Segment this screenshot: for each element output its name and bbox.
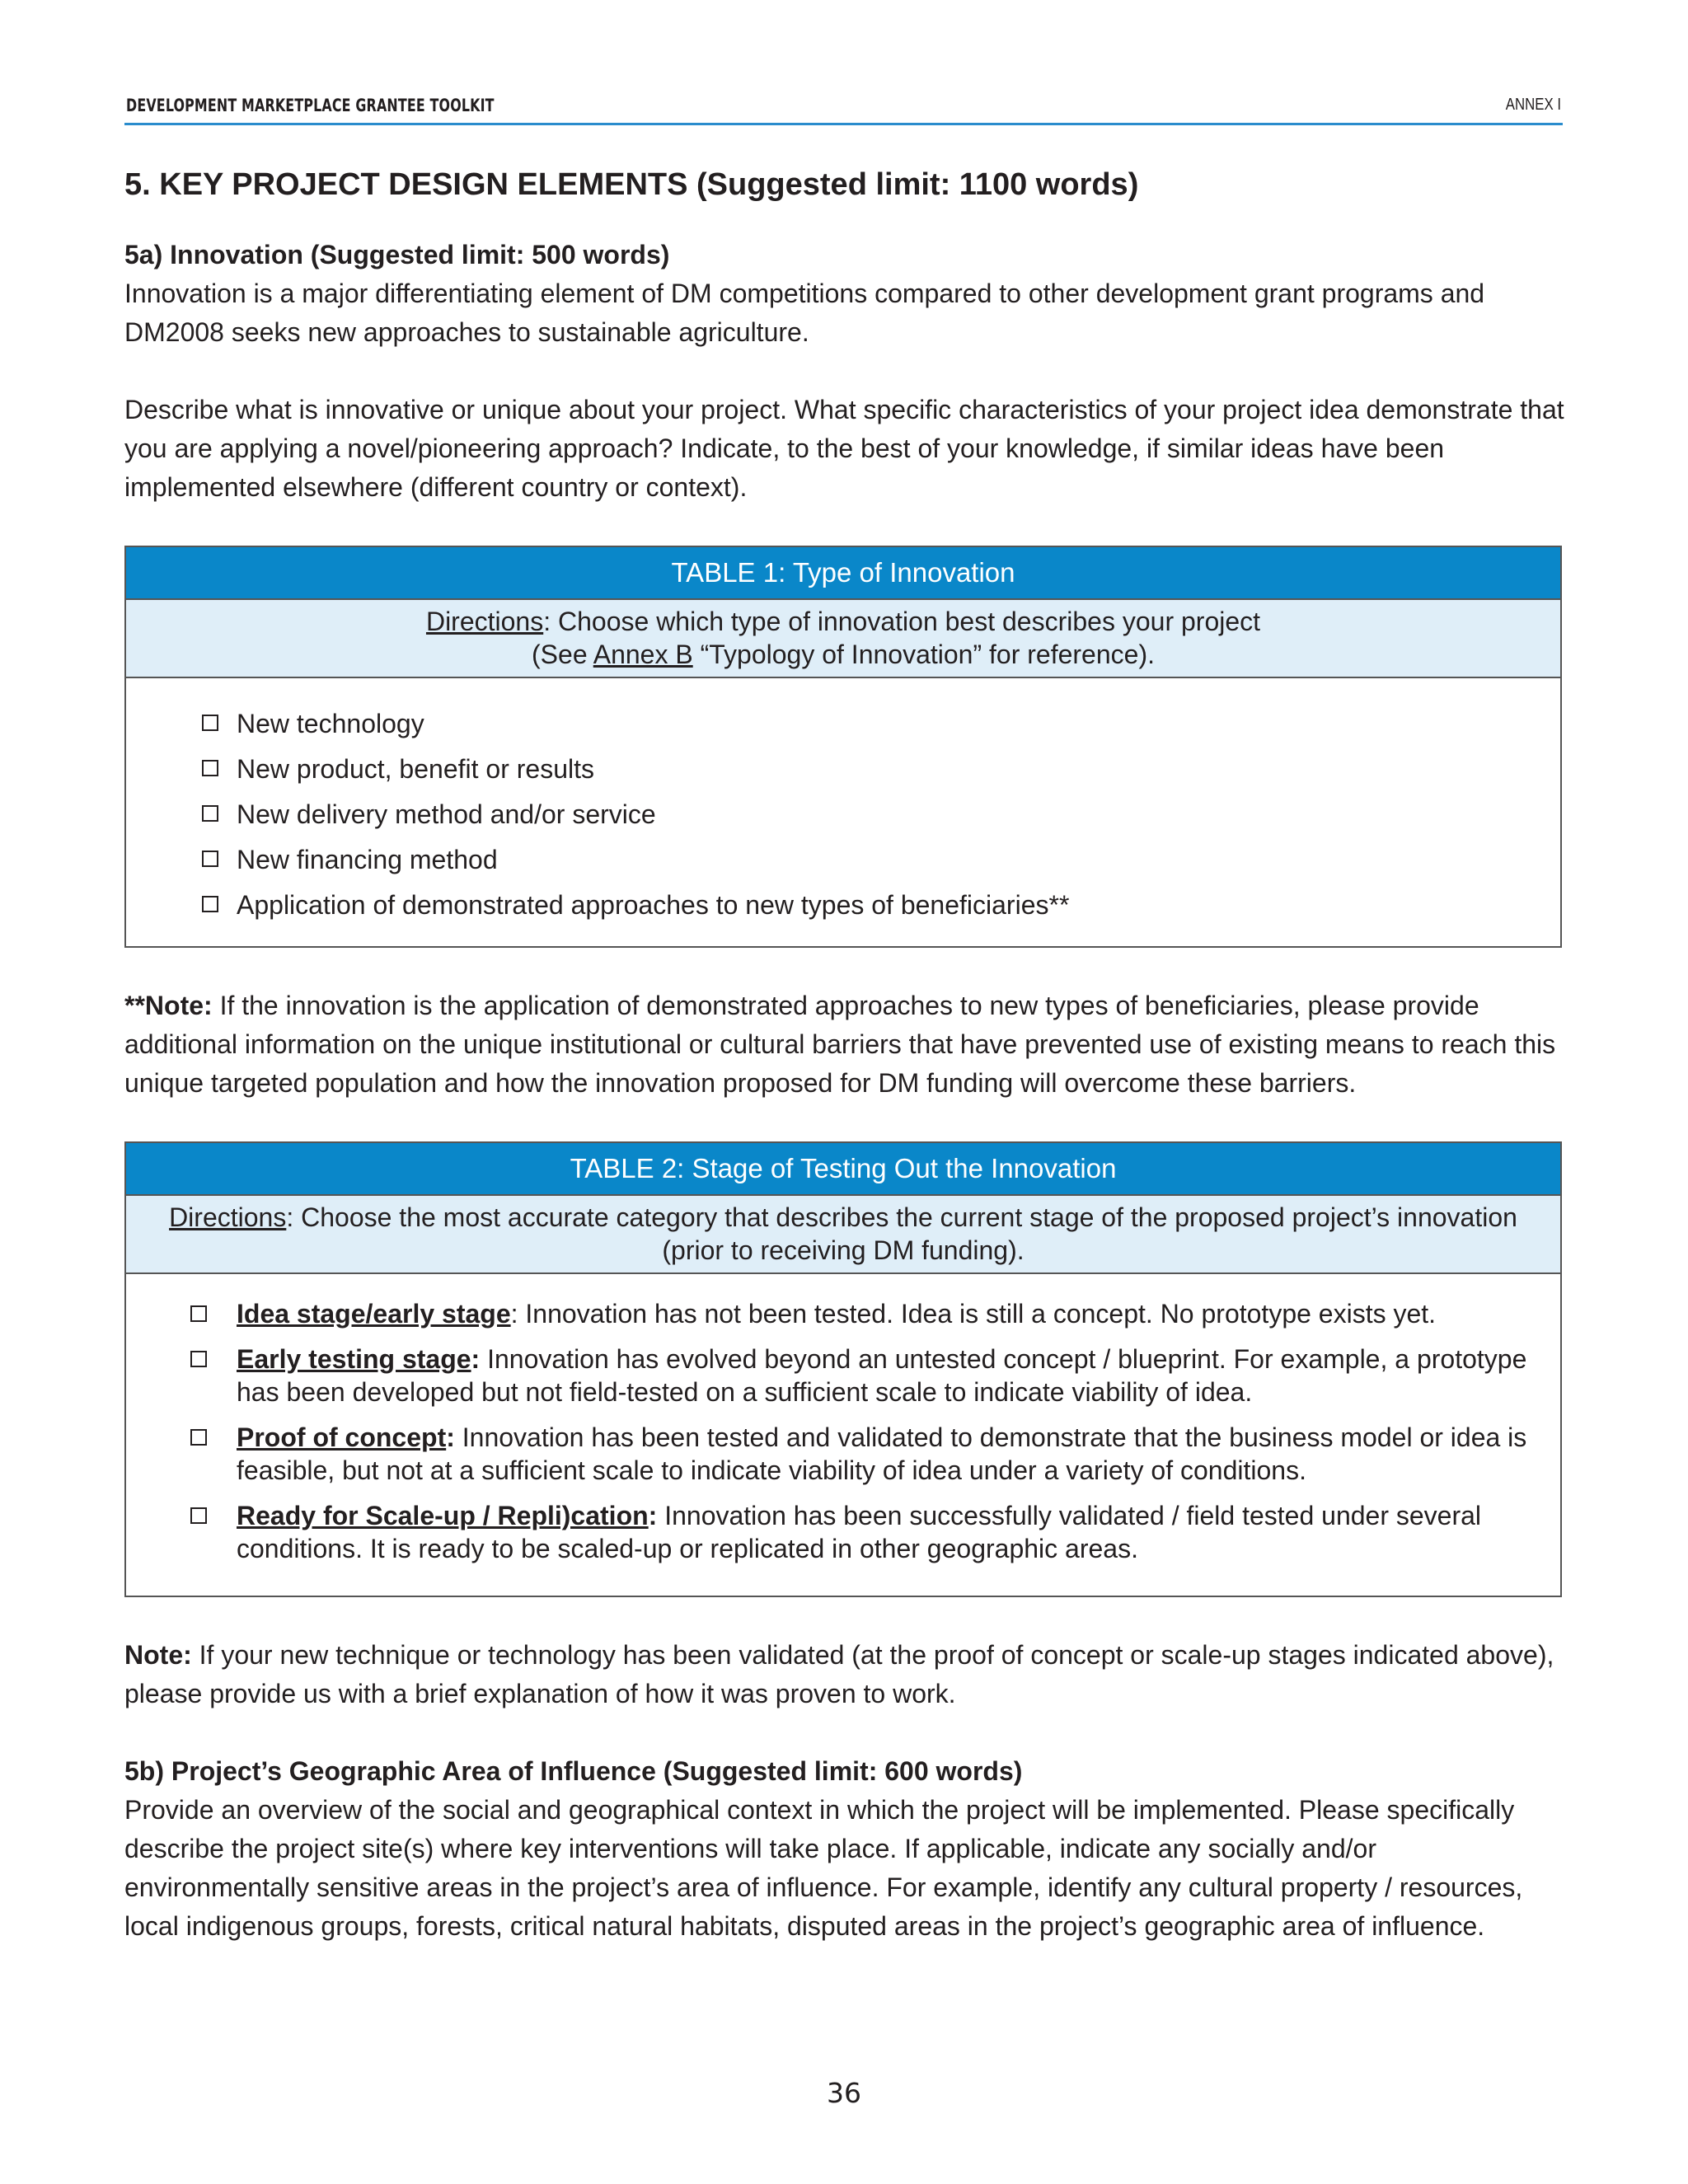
checkbox-idea-stage[interactable] xyxy=(190,1305,207,1322)
subsection-5a-paragraph-1: Innovation is a major differentiating element of DM competitions compared to other development grant programs and DM2008 seeks new approaches to sustainable agriculture. xyxy=(124,279,1485,347)
stage-option[interactable] xyxy=(126,1499,1560,1565)
subsection-5a-heading: 5a) Innovation (Suggested limit: 500 words) xyxy=(124,240,670,269)
section-title: 5. KEY PROJECT DESIGN ELEMENTS (Suggested limit: 1100 words) xyxy=(124,167,1139,202)
note-2-label: Note: xyxy=(124,1640,192,1670)
annex-b-link[interactable]: Annex B xyxy=(593,640,693,669)
note-new-beneficiaries xyxy=(124,987,1565,1103)
stage-description: Innovation has evolved beyond an untested concept / blueprint. For example, a prototype has been developed but not field-tested on a sufficient scale to indicate viability of idea. xyxy=(237,1344,1527,1407)
note-validation xyxy=(124,1636,1565,1713)
table-1-directions xyxy=(126,600,1560,678)
table-2-directions-label: Directions xyxy=(169,1202,287,1232)
table-2-options xyxy=(126,1274,1560,1596)
stage-name: Early testing stage xyxy=(237,1344,471,1374)
option-label: Application of demonstrated approaches to new types of beneficiaries** xyxy=(237,890,1070,920)
stage-option-text xyxy=(237,1297,1531,1330)
page-number: 36 xyxy=(827,2077,861,2109)
stage-description: Innovation has been tested and validated to demonstrate that the business model or idea is feasible, but not at a sufficient scale to indicate viability of idea under a variety of conditions. xyxy=(237,1422,1527,1485)
checkbox-new-delivery-method[interactable] xyxy=(202,805,218,822)
table-2-title: TABLE 2: Stage of Testing Out the Innovation xyxy=(126,1143,1560,1196)
option-label: New financing method xyxy=(237,845,498,874)
table-1-title: TABLE 1: Type of Innovation xyxy=(126,547,1560,600)
stage-option-text xyxy=(237,1499,1531,1565)
table-2-directions xyxy=(126,1196,1560,1274)
option-label: New product, benefit or results xyxy=(237,754,594,784)
table-1-directions-line2-post: “Typology of Innovation” for reference). xyxy=(692,640,1155,669)
table-1-directions-line2-pre: (See xyxy=(532,640,593,669)
innovation-option[interactable] xyxy=(126,747,1560,792)
table-1-directions-label: Directions xyxy=(425,607,544,636)
checkbox-new-financing-method[interactable] xyxy=(202,851,218,867)
stage-option[interactable] xyxy=(126,1343,1560,1408)
stage-name: Proof of concept xyxy=(237,1422,447,1452)
innovation-option[interactable] xyxy=(126,837,1560,883)
table-type-of-innovation xyxy=(124,546,1562,948)
stage-name: Ready for Scale-up / Repli)cation xyxy=(237,1501,649,1530)
stage-separator: : xyxy=(446,1422,455,1452)
stage-option-text xyxy=(237,1343,1531,1408)
stage-option-text xyxy=(237,1421,1531,1487)
subsection-5b-paragraph: Provide an overview of the social and geographical context in which the project will be implemented. Please specifically describe the project site(s) where key interventions will take place. If applicable, indicate any socially and/or environmentally sensitive areas in the project’s area of influence. For example, identify any cultural property / resources, local indigenous groups, forests, critical natural habitats, disputed areas in the project’s geographic area of influence. xyxy=(124,1795,1523,1941)
stage-name: Idea stage/early stage xyxy=(237,1299,511,1329)
checkbox-early-testing-stage[interactable] xyxy=(190,1351,207,1367)
stage-separator: : xyxy=(648,1501,658,1530)
innovation-option[interactable] xyxy=(126,701,1560,747)
stage-description: Innovation has been successfully validated / field tested under several conditions. It is ready to be scaled-up or replicated in other geographic areas. xyxy=(237,1501,1482,1563)
stage-description: Innovation has not been tested. Idea is still a concept. No prototype exists yet. xyxy=(518,1299,1437,1329)
checkbox-new-technology[interactable] xyxy=(202,715,218,731)
subsection-5b-heading: 5b) Project’s Geographic Area of Influence (Suggested limit: 600 words) xyxy=(124,1756,1023,1786)
table-1-options xyxy=(126,678,1560,946)
innovation-option[interactable] xyxy=(126,792,1560,837)
checkbox-application-to-new-beneficiaries[interactable] xyxy=(202,896,218,912)
note-2-text: If your new technique or technology has been validated (at the proof of concept or scale-up stages indicated above), please provide us with a brief explanation of how it was proven to work. xyxy=(124,1640,1554,1708)
subsection-5a-paragraph-2: Describe what is innovative or unique about your project. What specific characteristics of your project idea demonstrate that you are applying a novel/pioneering approach? Indicate, to the best of your knowledge, if similar ideas have been implemented elsewhere (different country or context). xyxy=(124,395,1564,502)
note-1-label: **Note: xyxy=(124,991,213,1020)
option-label: New technology xyxy=(237,709,424,738)
stage-separator: : xyxy=(471,1344,481,1374)
table-2-directions-text: : Choose the most accurate category that describes the current stage of the proposed project’s innovation (prior to receiving DM funding). xyxy=(286,1202,1517,1265)
checkbox-ready-for-scale-up[interactable] xyxy=(190,1507,207,1524)
table-stage-of-testing xyxy=(124,1141,1562,1597)
header-annex: ANNEX I xyxy=(1505,96,1561,114)
stage-separator: : xyxy=(510,1299,518,1329)
stage-option[interactable] xyxy=(126,1297,1560,1330)
checkbox-proof-of-concept[interactable] xyxy=(190,1429,207,1446)
table-1-directions-text: : Choose which type of innovation best describes your project xyxy=(543,607,1261,636)
option-label: New delivery method and/or service xyxy=(237,799,656,829)
checkbox-new-product[interactable] xyxy=(202,760,218,776)
stage-option[interactable] xyxy=(126,1421,1560,1487)
note-1-text: If the innovation is the application of demonstrated approaches to new types of beneficiaries, please provide additional information on the unique institutional or cultural barriers that have prevented use of existing means to reach this unique targeted population and how the innovation proposed for DM funding will overcome these barriers. xyxy=(124,991,1556,1098)
innovation-option[interactable] xyxy=(126,883,1560,928)
main-content xyxy=(124,162,1565,1946)
running-header xyxy=(124,93,1563,125)
header-title: DEVELOPMENT MARKETPLACE GRANTEE TOOLKIT xyxy=(126,96,495,115)
